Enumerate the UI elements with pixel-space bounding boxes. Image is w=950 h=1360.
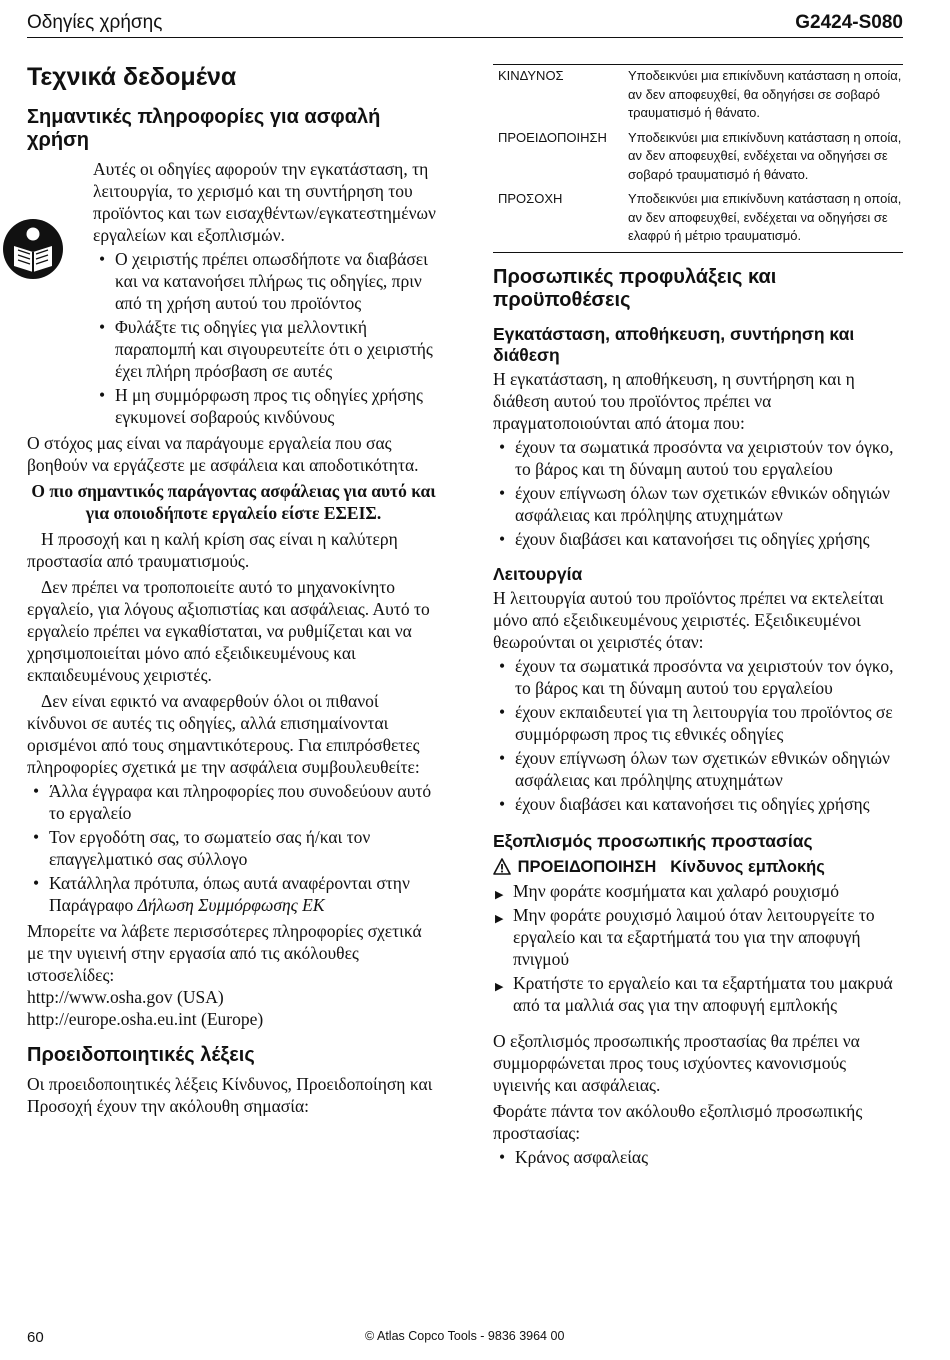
signal-word: ΠΡΟΕΙΔΟΠΟΙΗΣΗ bbox=[498, 129, 607, 145]
table-row bbox=[493, 65, 903, 129]
table-row bbox=[493, 129, 903, 191]
signal-words-paragraph: Οι προειδοποιητικές λέξεις Κίνδυνος, Προειδοποίηση και Προσοχή έχουν την ακόλουθη σημασία: bbox=[27, 1074, 433, 1116]
installation-bullet-list bbox=[493, 436, 903, 550]
declaration-reference: Δήλωση Συμμόρφωσης ΕΚ bbox=[137, 895, 325, 915]
signal-word: ΠΡΟΣΟΧΗ bbox=[498, 191, 563, 206]
europe-osha-link[interactable]: http://europe.osha.eu.int (Europe) bbox=[27, 1009, 264, 1029]
intro-block bbox=[93, 158, 440, 428]
list-item: ▶ Μην φοράτε κοσμήματα και χαλαρό ρουχισμό bbox=[493, 880, 903, 902]
consult-bullet-list bbox=[27, 780, 440, 916]
list-item: • Ο χειριστής πρέπει οπωσδήποτε να διαβάσει και να κατανοήσει πλήρως τις οδηγίες, πριν από τη χρήση αυτού του προϊόντος bbox=[93, 248, 440, 314]
installation-heading: Εγκατάσταση, αποθήκευση, συντήρηση και διάθεση bbox=[493, 323, 855, 365]
warning-triangle-icon bbox=[493, 858, 511, 875]
personal-precautions-heading: Προσωπικές προφυλάξεις και προϋποθέσεις bbox=[493, 265, 777, 311]
operation-paragraph: Η λειτουργία αυτού του προϊόντος πρέπει να εκτελείται μόνο από εξειδικευμένους χειριστές. Εξειδικευμένοι θεωρούνται οι χειριστές όταν: bbox=[493, 587, 884, 652]
list-item: • Άλλα έγγραφα και πληροφορίες που συνοδεύουν αυτό το εργαλείο bbox=[27, 780, 440, 824]
warning-item-list bbox=[493, 880, 903, 1016]
right-column bbox=[493, 70, 903, 1168]
intro-bullet-list bbox=[93, 248, 440, 428]
signal-words-table bbox=[493, 64, 903, 253]
intro-paragraph: Αυτές οι οδηγίες αφορούν την εγκατάσταση, τη λειτουργία, το χερισμό και τη συντήρηση του προϊόντος και των εισαχθέντων/εγκατεστημένων εργαλείων και εξοπλισμών. bbox=[93, 159, 436, 245]
standards-text: Κατάλληλα πρότυπα, όπως αυτά αναφέρονται στην Παράγραφο bbox=[49, 873, 410, 915]
entanglement-warning bbox=[493, 856, 903, 878]
operation-heading: Λειτουργία bbox=[493, 563, 583, 584]
ppe-wear-paragraph: Φοράτε πάντα τον ακόλουθο εξοπλισμό προσωπικής προστασίας: bbox=[493, 1100, 863, 1143]
list-item: • έχουν διαβάσει και κατανοήσει τις οδηγίες χρήσης bbox=[493, 528, 903, 550]
copyright-notice: © Atlas Copco Tools - 9836 3964 00 bbox=[365, 1329, 565, 1343]
list-item: • έχουν επίγνωση όλων των σχετικών εθνικών οδηγιών ασφάλειας και πρόληψης ατυχημάτων bbox=[493, 482, 903, 526]
signal-word: ΚΙΝΔΥΝΟΣ bbox=[498, 68, 564, 83]
signal-words-heading: Προειδοποιητικές λέξεις bbox=[27, 1044, 255, 1066]
installation-paragraph: Η εγκατάσταση, η αποθήκευση, η συντήρηση και η διάθεση αυτού του προϊόντος πρέπει να πραγματοποιούνται από άτομα που: bbox=[493, 368, 855, 433]
document-title: Οδηγίες χρήσης bbox=[27, 12, 163, 33]
list-item: ▶ Κρατήστε το εργαλείο και τα εξαρτήματα του μακρυά από τα μαλλιά σας για την αποφυγή εμπλοκής bbox=[493, 972, 903, 1016]
safety-factor-note: Ο πιο σημαντικός παράγοντας ασφάλειας για αυτό και για οποιοδήποτε εργαλείο είστε ΕΣΕΙΣ. bbox=[31, 481, 436, 523]
list-item: • Φυλάξτε τις οδηγίες για μελλοντική παραπομπή και σιγουρευτείτε ότι ο χειριστής έχει πλήρη πρόσβαση σε αυτές bbox=[93, 316, 440, 382]
ppe-paragraph: Ο εξοπλισμός προσωπικής προστασίας θα πρέπει να συμμορφώνεται προς τους ισχύοντες κανονισμούς υγιεινής και ασφάλειας. bbox=[493, 1030, 860, 1095]
list-item: • Τον εργοδότη σας, το σωματείο σας ή/και τον επαγγελματικό σας σύλλογο bbox=[27, 826, 440, 870]
list-item bbox=[27, 872, 440, 916]
list-item: • Η μη συμμόρφωση προς τις οδηγίες χρήσης εγκυμονεί σοβαρούς κινδύνους bbox=[93, 384, 440, 428]
list-item: • έχουν επίγνωση όλων των σχετικών εθνικών οδηγιών ασφάλειας και πρόληψης ατυχημάτων bbox=[493, 747, 903, 791]
list-item: ▶ Μην φοράτε ρουχισμό λαιμού όταν λειτουργείτε το εργαλείο και τα εξαρτήματά του για την αποφυγή πνιγμού bbox=[493, 904, 903, 970]
more-info-paragraph: Μπορείτε να λάβετε περισσότερες πληροφορίες σχετικά με την υγιεινή στην εργασία από τις ακόλουθες ιστοσελίδες: bbox=[27, 921, 422, 985]
signal-meaning: Υποδεικνύει μια επικίνδυνη κατάσταση η οποία, αν δεν αποφευχθεί, ενδέχεται να οδηγήσει σε σοβαρό τραυματισμό ή θάνατο. bbox=[628, 129, 902, 182]
list-item: • έχουν εκπαιδευτεί για τη λειτουργία του προϊόντος σε συμμόρφωση προς τις εθνικές οδηγίες bbox=[493, 701, 903, 745]
document-code: G2424-S080 bbox=[795, 12, 903, 33]
hazards-paragraph: Δεν είναι εφικτό να αναφερθούν όλοι οι πιθανοί κίνδυνοι σε αυτές τις οδηγίες, αλλά επισημαίνονται ορισμένοι από τους σημαντικότερους. Για επιπρόσθετες πληροφορίες σχετικά με την ασφάλεια συμβουλευθείτε: bbox=[27, 691, 420, 777]
signal-meaning: Υποδεικνύει μια επικίνδυνη κατάσταση η οποία, αν δεν αποφευχθεί, θα οδηγήσει σε σοβαρό τραυματισμό ή θάνατο. bbox=[628, 68, 902, 120]
read-manual-icon bbox=[3, 219, 63, 279]
left-column bbox=[27, 62, 440, 1117]
page-number: 60 bbox=[27, 1329, 44, 1346]
modify-paragraph: Δεν πρέπει να τροποποιείτε αυτό το μηχανοκίνητο εργαλείο, για λόγους αξιοπιστίας και ασφάλειας. Αυτό το εργαλείο πρέπει να εγκαθίσταται, να ρυθμίζεται και να χρησιμοποιείται μόνο από εξειδικευμένους και εκπαιδευμένους χειριστές. bbox=[27, 577, 430, 685]
list-item: • έχουν τα σωματικά προσόντα να χειριστούν τον όγκο, το βάρος και τη δύναμη αυτού του εργαλείου bbox=[493, 655, 903, 699]
section-title: Τεχνικά δεδομένα bbox=[27, 63, 237, 91]
operation-bullet-list bbox=[493, 655, 903, 815]
signal-meaning: Υποδεικνύει μια επικίνδυνη κατάσταση η οποία, αν δεν αποφευχθεί, ενδέχεται να οδηγήσει σε ελαφρύ ή μέτριο τραυματισμό. bbox=[628, 191, 902, 243]
list-item: • έχουν διαβάσει και κατανοήσει τις οδηγίες χρήσης bbox=[493, 793, 903, 815]
safety-heading: Σημαντικές πληροφορίες για ασφαλή χρήση bbox=[27, 106, 381, 151]
attention-paragraph: Η προσοχή και η καλή κρίση σας είναι η καλύτερη προστασία από τραυματισμούς. bbox=[27, 529, 398, 571]
warning-hazard: Κίνδυνος εμπλοκής bbox=[670, 857, 825, 876]
ppe-bullet-list bbox=[493, 1146, 903, 1168]
table-row bbox=[493, 190, 903, 252]
osha-link[interactable]: http://www.osha.gov (USA) bbox=[27, 987, 224, 1007]
list-item: • Κράνος ασφαλείας bbox=[493, 1146, 903, 1168]
warning-label: ΠΡΟΕΙΔΟΠΟΙΗΣΗ bbox=[517, 857, 657, 876]
page-header bbox=[27, 10, 903, 38]
list-item: • έχουν τα σωματικά προσόντα να χειριστούν τον όγκο, το βάρος και τη δύναμη αυτού του εργαλείου bbox=[493, 436, 903, 480]
goal-paragraph: Ο στόχος μας είναι να παράγουμε εργαλεία που σας βοηθούν να εργάζεστε με ασφάλεια και αποδοτικότητα. bbox=[27, 433, 419, 475]
ppe-heading: Εξοπλισμός προσωπικής προστασίας bbox=[493, 830, 813, 851]
